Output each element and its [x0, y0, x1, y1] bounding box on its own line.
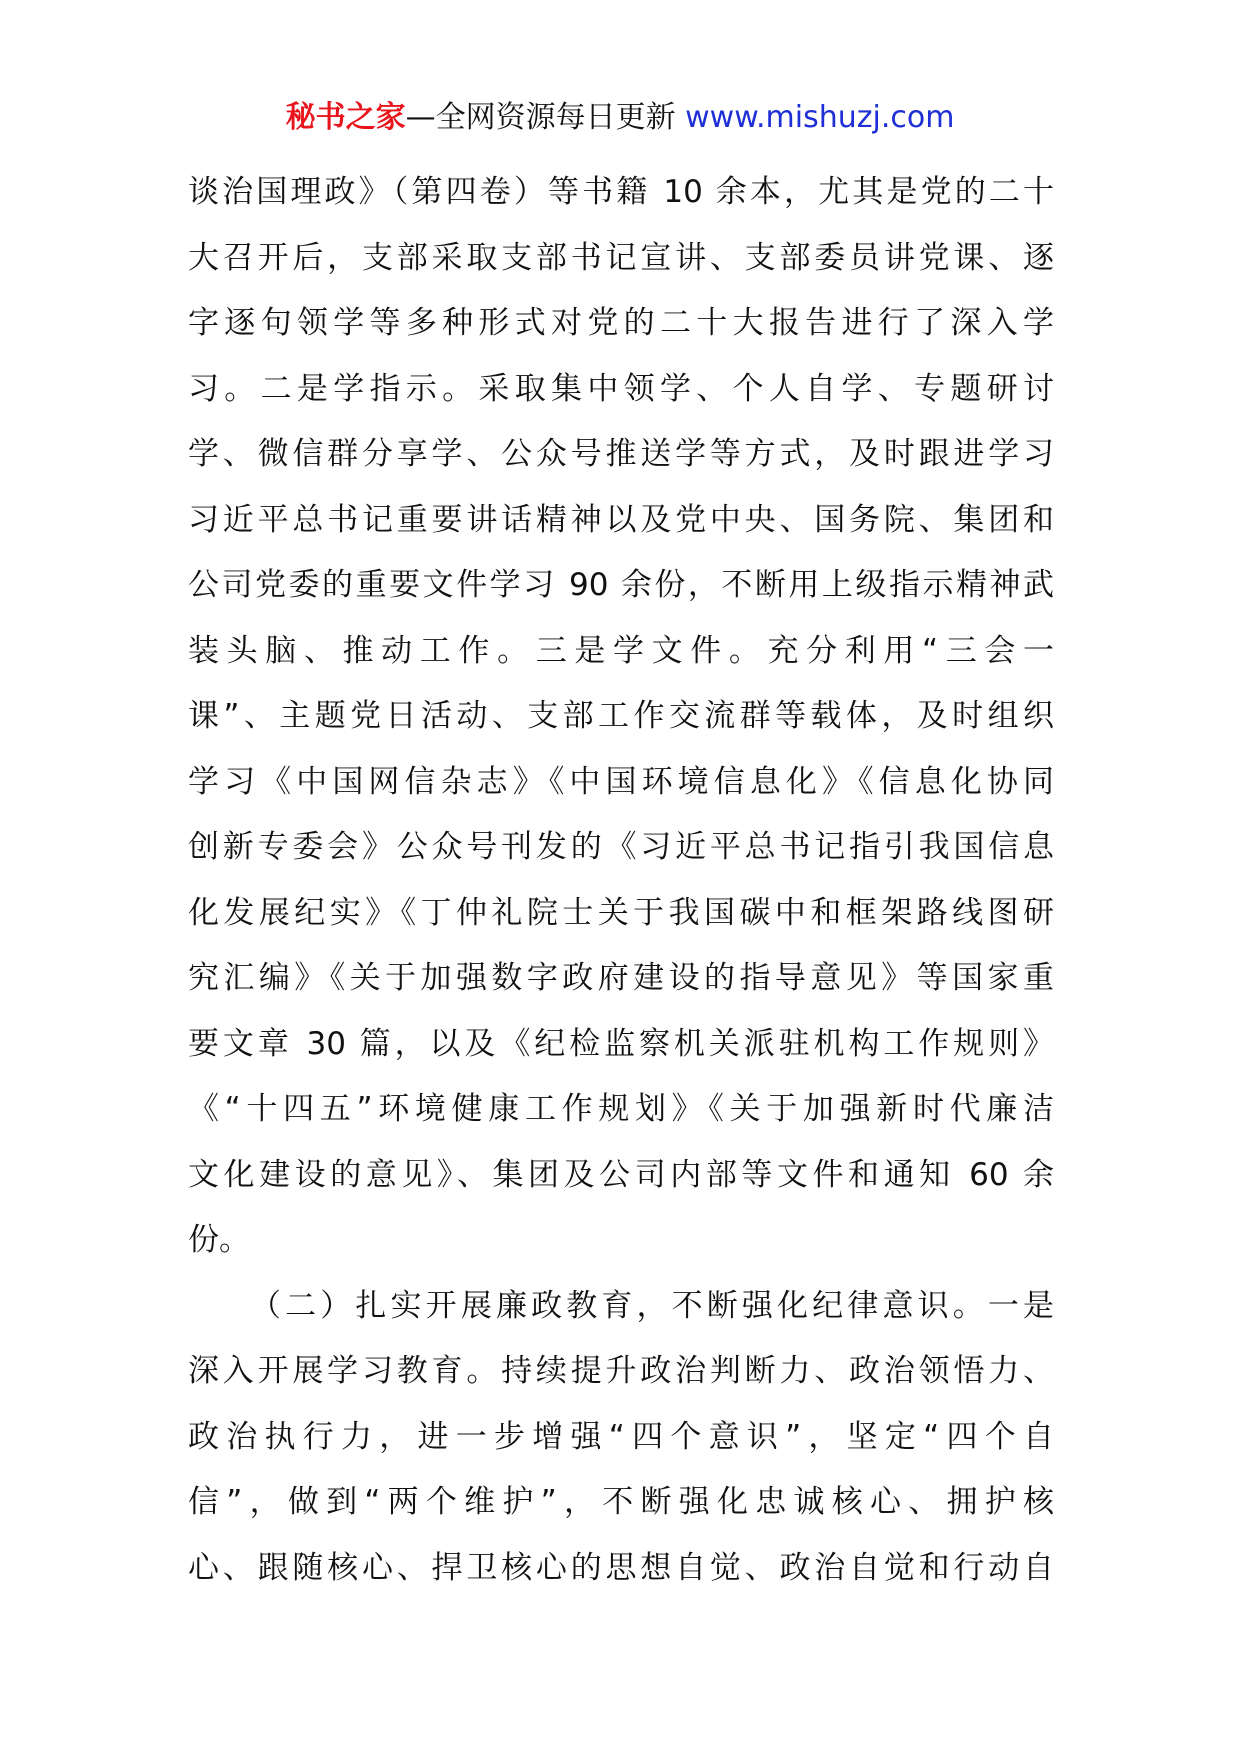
text-line: 习。二是学指示。采取集中领学、个人自学、专题研讨 — [188, 370, 1054, 407]
text-line: 《“十四五”环境健康工作规划》《关于加强新时代廉洁 — [188, 1091, 1054, 1127]
text-line: （二）扎实开展廉政教育，不断强化纪律意识。一是 — [250, 1287, 1054, 1324]
document-body — [188, 160, 1054, 1601]
text-line: 创新专委会》公众号刊发的《习近平总书记指引我国信息 — [188, 829, 1054, 865]
paragraph-2 — [188, 1274, 1054, 1602]
site-url-link[interactable]: www.mishuzj.com — [685, 100, 955, 135]
page-header — [0, 98, 1240, 138]
text-line: 究汇编》《关于加强数字政府建设的指导意见》等国家重 — [188, 960, 1054, 996]
text-line: 学、微信群分享学、公众号推送学等方式，及时跟进学习 — [188, 436, 1054, 472]
brand-name: 秘书之家 — [285, 100, 406, 135]
text-line: 要文章 30 篇，以及《纪检监察机关派驻机构工作规则》 — [188, 1025, 1054, 1062]
text-line: 信”，做到“两个维护”，不断强化忠诚核心、拥护核 — [188, 1484, 1054, 1520]
text-line: 学习《中国网信杂志》《中国环境信息化》《信息化协同 — [188, 763, 1054, 800]
text-line: 装头脑、推动工作。三是学文件。充分利用“三会一 — [188, 632, 1054, 669]
text-line: 公司党委的重要文件学习 90 余份，不断用上级指示精神武 — [188, 567, 1054, 603]
text-line: 政治执行力，进一步增强“四个意识”，坚定“四个自 — [188, 1418, 1054, 1455]
text-line: 深入开展学习教育。持续提升政治判断力、政治领悟力、 — [188, 1353, 1054, 1389]
text-line: 字逐句领学等多种形式对党的二十大报告进行了深入学 — [188, 305, 1054, 341]
text-line: 文化建设的意见》、集团及公司内部等文件和通知 60 余 — [188, 1156, 1054, 1193]
text-line: 谈治国理政》（第四卷）等书籍 10 余本，尤其是党的二十 — [188, 174, 1054, 210]
text-line: 化发展纪实》《丁仲礼院士关于我国碳中和框架路线图研 — [188, 894, 1054, 931]
paragraph-1 — [188, 160, 1054, 1274]
text-line: 习近平总书记重要讲话精神以及党中央、国务院、集团和 — [188, 501, 1054, 538]
header-tagline: —全网资源每日更新 — [405, 100, 676, 135]
text-line: 份。 — [188, 1222, 250, 1258]
text-line: 大召开后，支部采取支部书记宣讲、支部委员讲党课、逐 — [188, 239, 1054, 276]
text-line: 课”、主题党日活动、支部工作交流群等载体，及时组织 — [188, 698, 1054, 734]
text-line: 心、跟随核心、捍卫核心的思想自觉、政治自觉和行动自 — [188, 1549, 1054, 1586]
